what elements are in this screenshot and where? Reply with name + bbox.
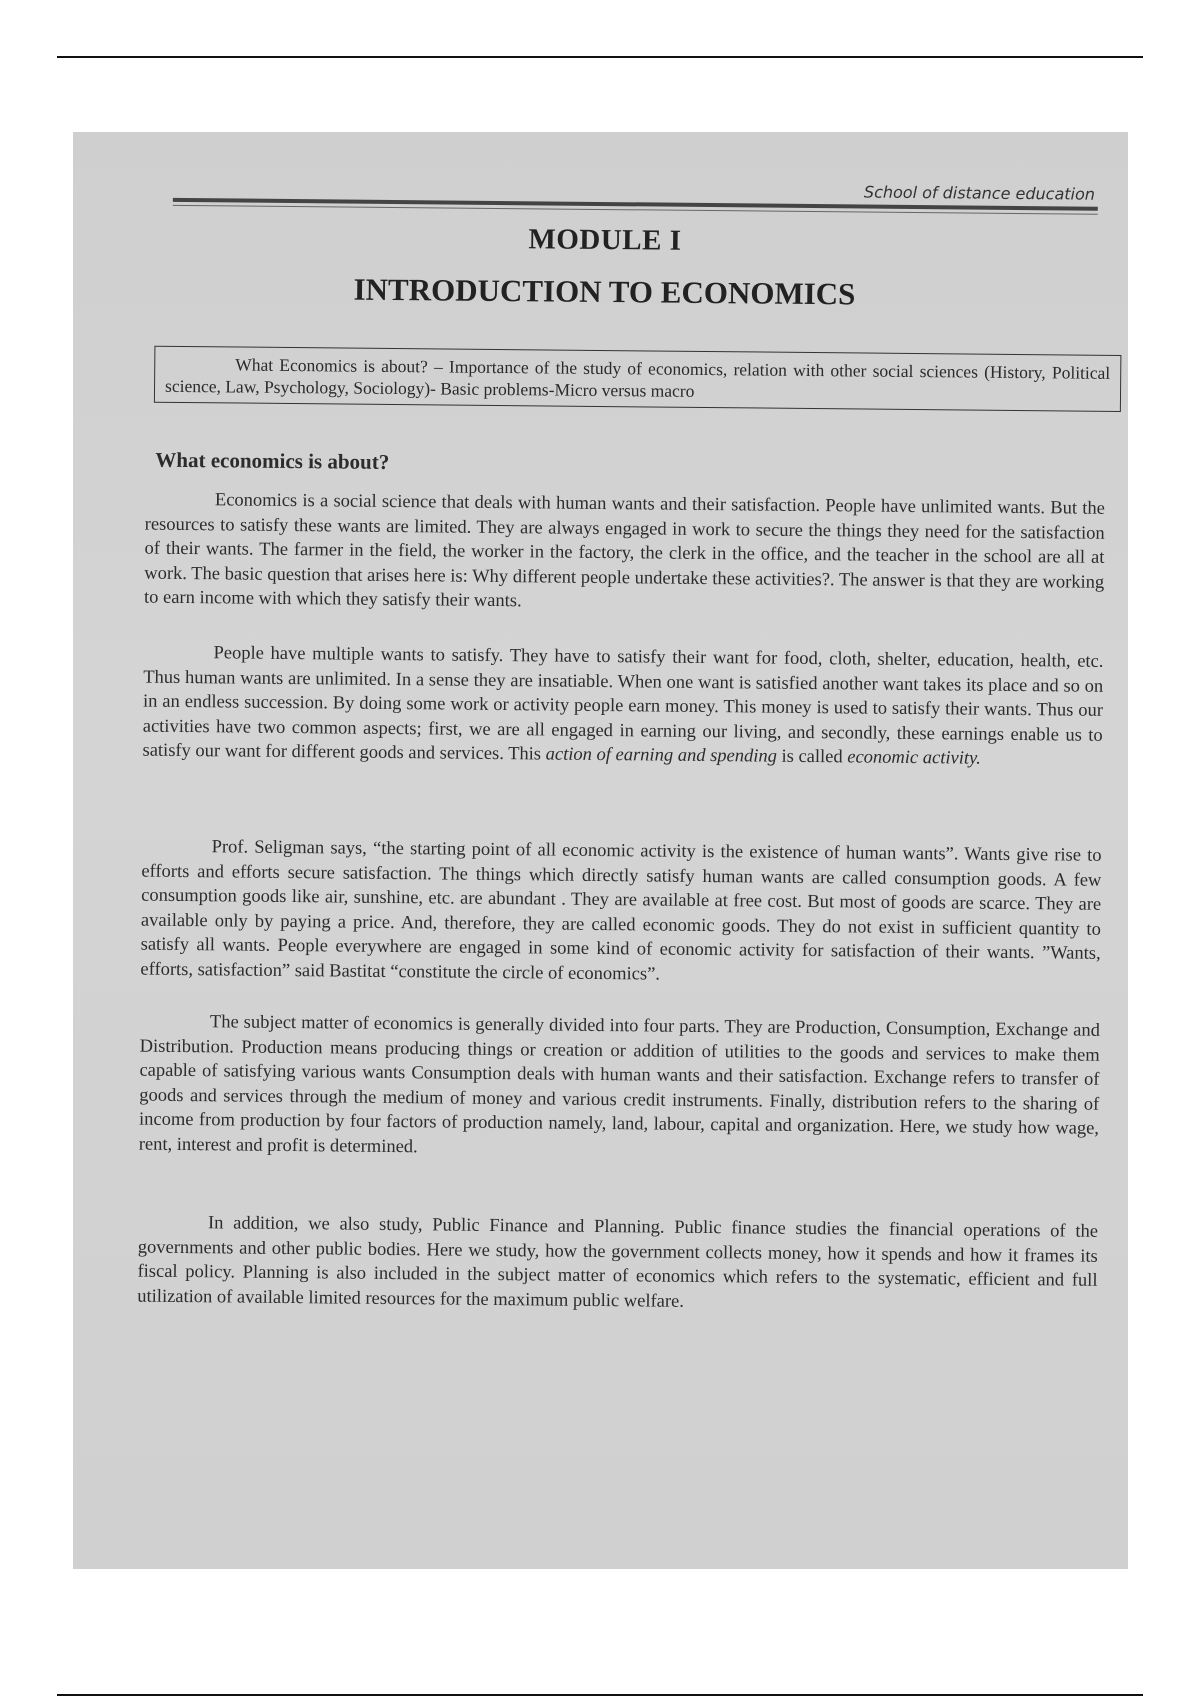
paragraph-2 [142, 641, 1103, 773]
paragraph-2-emphasis-1: action of earning and spending [545, 744, 778, 767]
section-heading: What economics is about? [155, 447, 390, 474]
page-bottom-rule [57, 1694, 1143, 1696]
paragraph-1: Economics is a social science that deals with human wants and their satisfaction. People have unlimited wants. But the resources to satisfy these wants are limited. They are always engaged in work to secure the things they need for the satisfaction of their wants. The farmer in the field, the worker in the factory, the clerk in the office, and the teacher in the school are all at work. The basic question that arises here is: Why different people undertake these activities?. The answer is that they are working to earn income with which they satisfy their wants. [143, 490, 1106, 612]
school-label: School of distance education [863, 182, 1096, 204]
paragraph-4: The subject matter of economics is generally divided into four parts. They are Production, Consumption, Exchange and Distribution. Production means producing things or creation or addition of utilities to the goods and services to make them capable of satisfying various wants Consumption deals with human wants and their satisfaction. Exchange refers to transfer of goods and services through the medium of money and various credit instruments. Finally, distribution refers to the sharing of income from production by four factors of production namely, land, labour, capital and organization. Here, we study how wage, rent, interest and profit is determined. [138, 1012, 1101, 1157]
chapter-title: INTRODUCTION TO ECONOMICS [353, 271, 856, 312]
page-top-rule [57, 56, 1143, 58]
syllabus-box: What Economics is about? – Importance of the study of economics, relation with other social sciences (History, Political science, Law, Psychology, Sociology)- Basic problems-Micro versus macro [154, 346, 1122, 412]
paragraph-2-text-a: People have multiple wants to satisfy. They have to satisfy their want for food, cloth, shelter, education, health, etc. Thus human wants are unlimited. In a sense they are insatiable. When one want is satisfied another want takes its place and so on in an endless succession. By doing some work or activity people earn money. This money is used to satisfy their wants. Thus our activities have two common aspects; first, we are all engaged in earning our living, and secondly, these earnings enable us to satisfy our want for different goods and services. This [142, 643, 1104, 765]
paragraph-5: In addition, we also study, Public Finance and Planning. Public finance studies the financial operations of the governments and other public bodies. Here we study, how the government collects money, how it spends and how it frames its fiscal policy. Planning is also included in the subject matter of economics which refers to the systematic, efficient and full utilization of available limited resources for the maximum public welfare. [137, 1213, 1099, 1312]
paragraph-2-text-b: is called [776, 746, 848, 768]
scanned-page-content [73, 132, 1128, 1569]
module-heading: MODULE I [528, 223, 682, 257]
paragraph-2-emphasis-2: economic activity. [847, 747, 981, 769]
paragraph-3: Prof. Seligman says, “the starting point of all economic activity is the existence of human wants”. Wants give rise to efforts and efforts secure satisfaction. The things which directly satisfy human wants are called consumption goods. A few consumption goods like air, sunshine, etc. are abundant . They are available at free cost. But most of goods are scarce. They are available only by paying a price. And, therefore, they are called economic goods. They do not exist in sufficient quantity to satisfy all wants. People everywhere are engaged in some kind of economic activity for satisfaction of their wants. ”Wants, efforts, satisfaction” said Bastitat “constitute the circle of economics”. [140, 837, 1102, 985]
scanned-page [73, 132, 1128, 1569]
